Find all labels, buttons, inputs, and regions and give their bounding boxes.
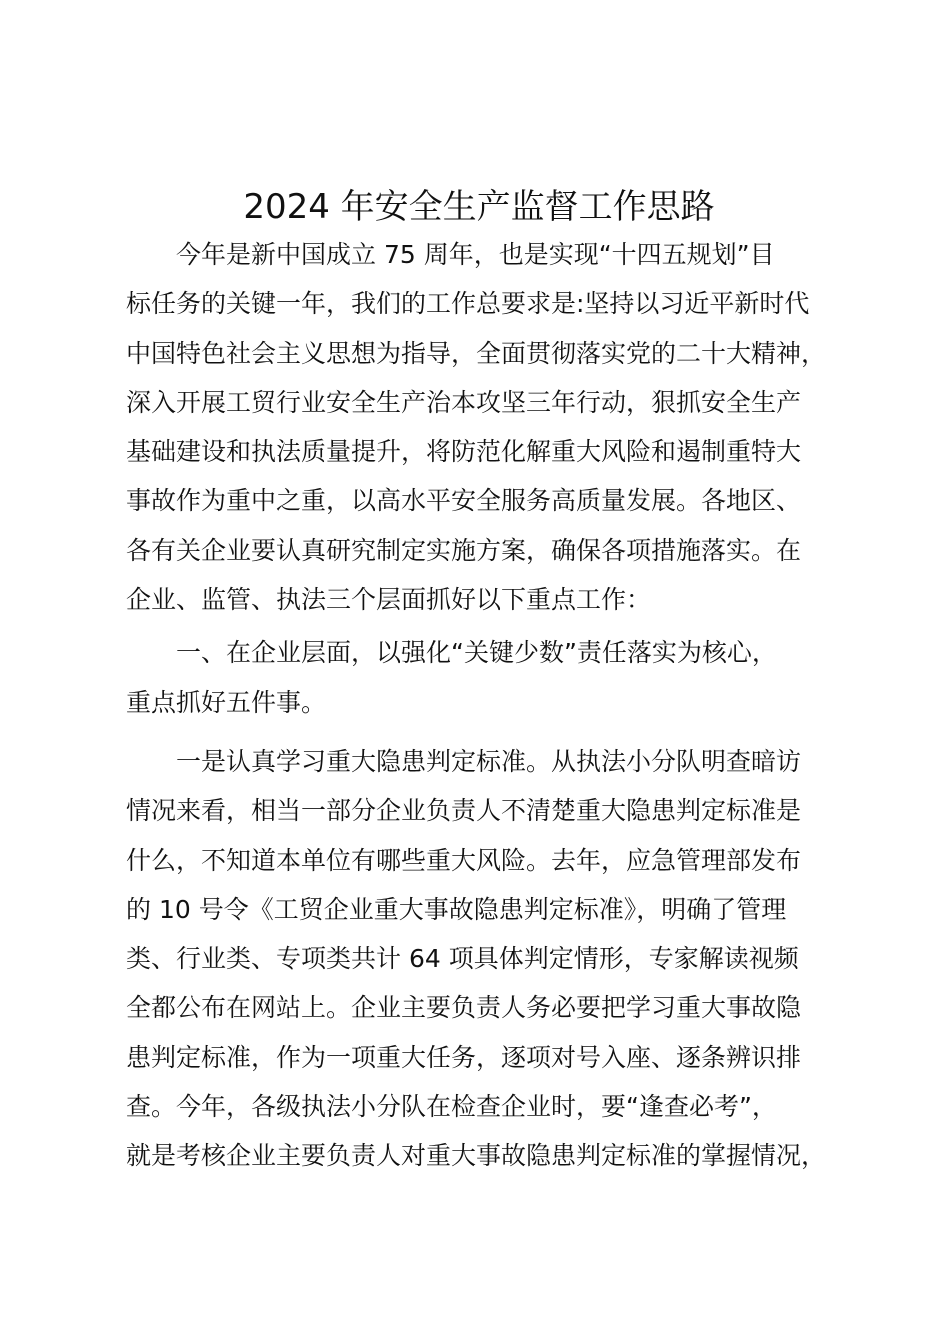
paragraph-line: 今年是新中国成立 75 周年，也是实现“十四五规划”目: [176, 240, 775, 269]
document-title: 2024 年安全生产监督工作思路: [243, 187, 715, 227]
paragraph-line: 中国特色社会主义思想为指导，全面贯彻落实党的二十大精神，: [126, 338, 827, 368]
paragraph-line: 全都公布在网站上。企业主要负责人务必要把学习重大事故隐: [126, 993, 802, 1023]
section-heading-line: 重点抓好五件事。: [126, 687, 327, 717]
paragraph-line: 深入开展工贸行业安全生产治本攻坚三年行动，狠抓安全生产: [126, 387, 802, 417]
paragraph-line: 什么，不知道本单位有哪些重大风险。去年，应急管理部发布: [126, 845, 802, 875]
document-body: [126, 230, 856, 1181]
paragraph-line: 类、行业类、专项类共计 64 项具体判定情形，专家解读视频: [126, 944, 799, 974]
paragraph-line: 就是考核企业主要负责人对重大事故隐患判定标准的掌握情况，: [126, 1141, 827, 1171]
paragraph-line: 患判定标准，作为一项重大任务，逐项对号入座、逐条辨识排: [126, 1042, 802, 1072]
paragraph-line: 标任务的关键一年，我们的工作总要求是:坚持以习近平新时代: [126, 289, 810, 319]
paragraph-line: 查。今年，各级执法小分队在检查企业时，要“逢查必考”，: [126, 1092, 777, 1122]
paragraph-line: 一是认真学习重大隐患判定标准。从执法小分队明查暗访: [176, 746, 802, 776]
paragraph-line: 基础建设和执法质量提升，将防范化解重大风险和遏制重特大: [126, 437, 802, 467]
section-heading-line: 一、在企业层面，以强化“关键少数”责任落实为核心，: [176, 638, 777, 668]
paragraph-line: 的 10 号令《工贸企业重大事故隐患判定标准》，明确了管理: [126, 894, 787, 924]
paragraph-line: 企业、监管、执法三个层面抓好以下重点工作：: [126, 585, 652, 615]
paragraph-line: 情况来看，相当一部分企业负责人不清楚重大隐患判定标准是: [126, 796, 802, 826]
paragraph-line: 各有关企业要认真研究制定实施方案，确保各项措施落实。在: [126, 535, 802, 565]
paragraph-line: 事故作为重中之重，以高水平安全服务高质量发展。各地区、: [126, 486, 802, 516]
